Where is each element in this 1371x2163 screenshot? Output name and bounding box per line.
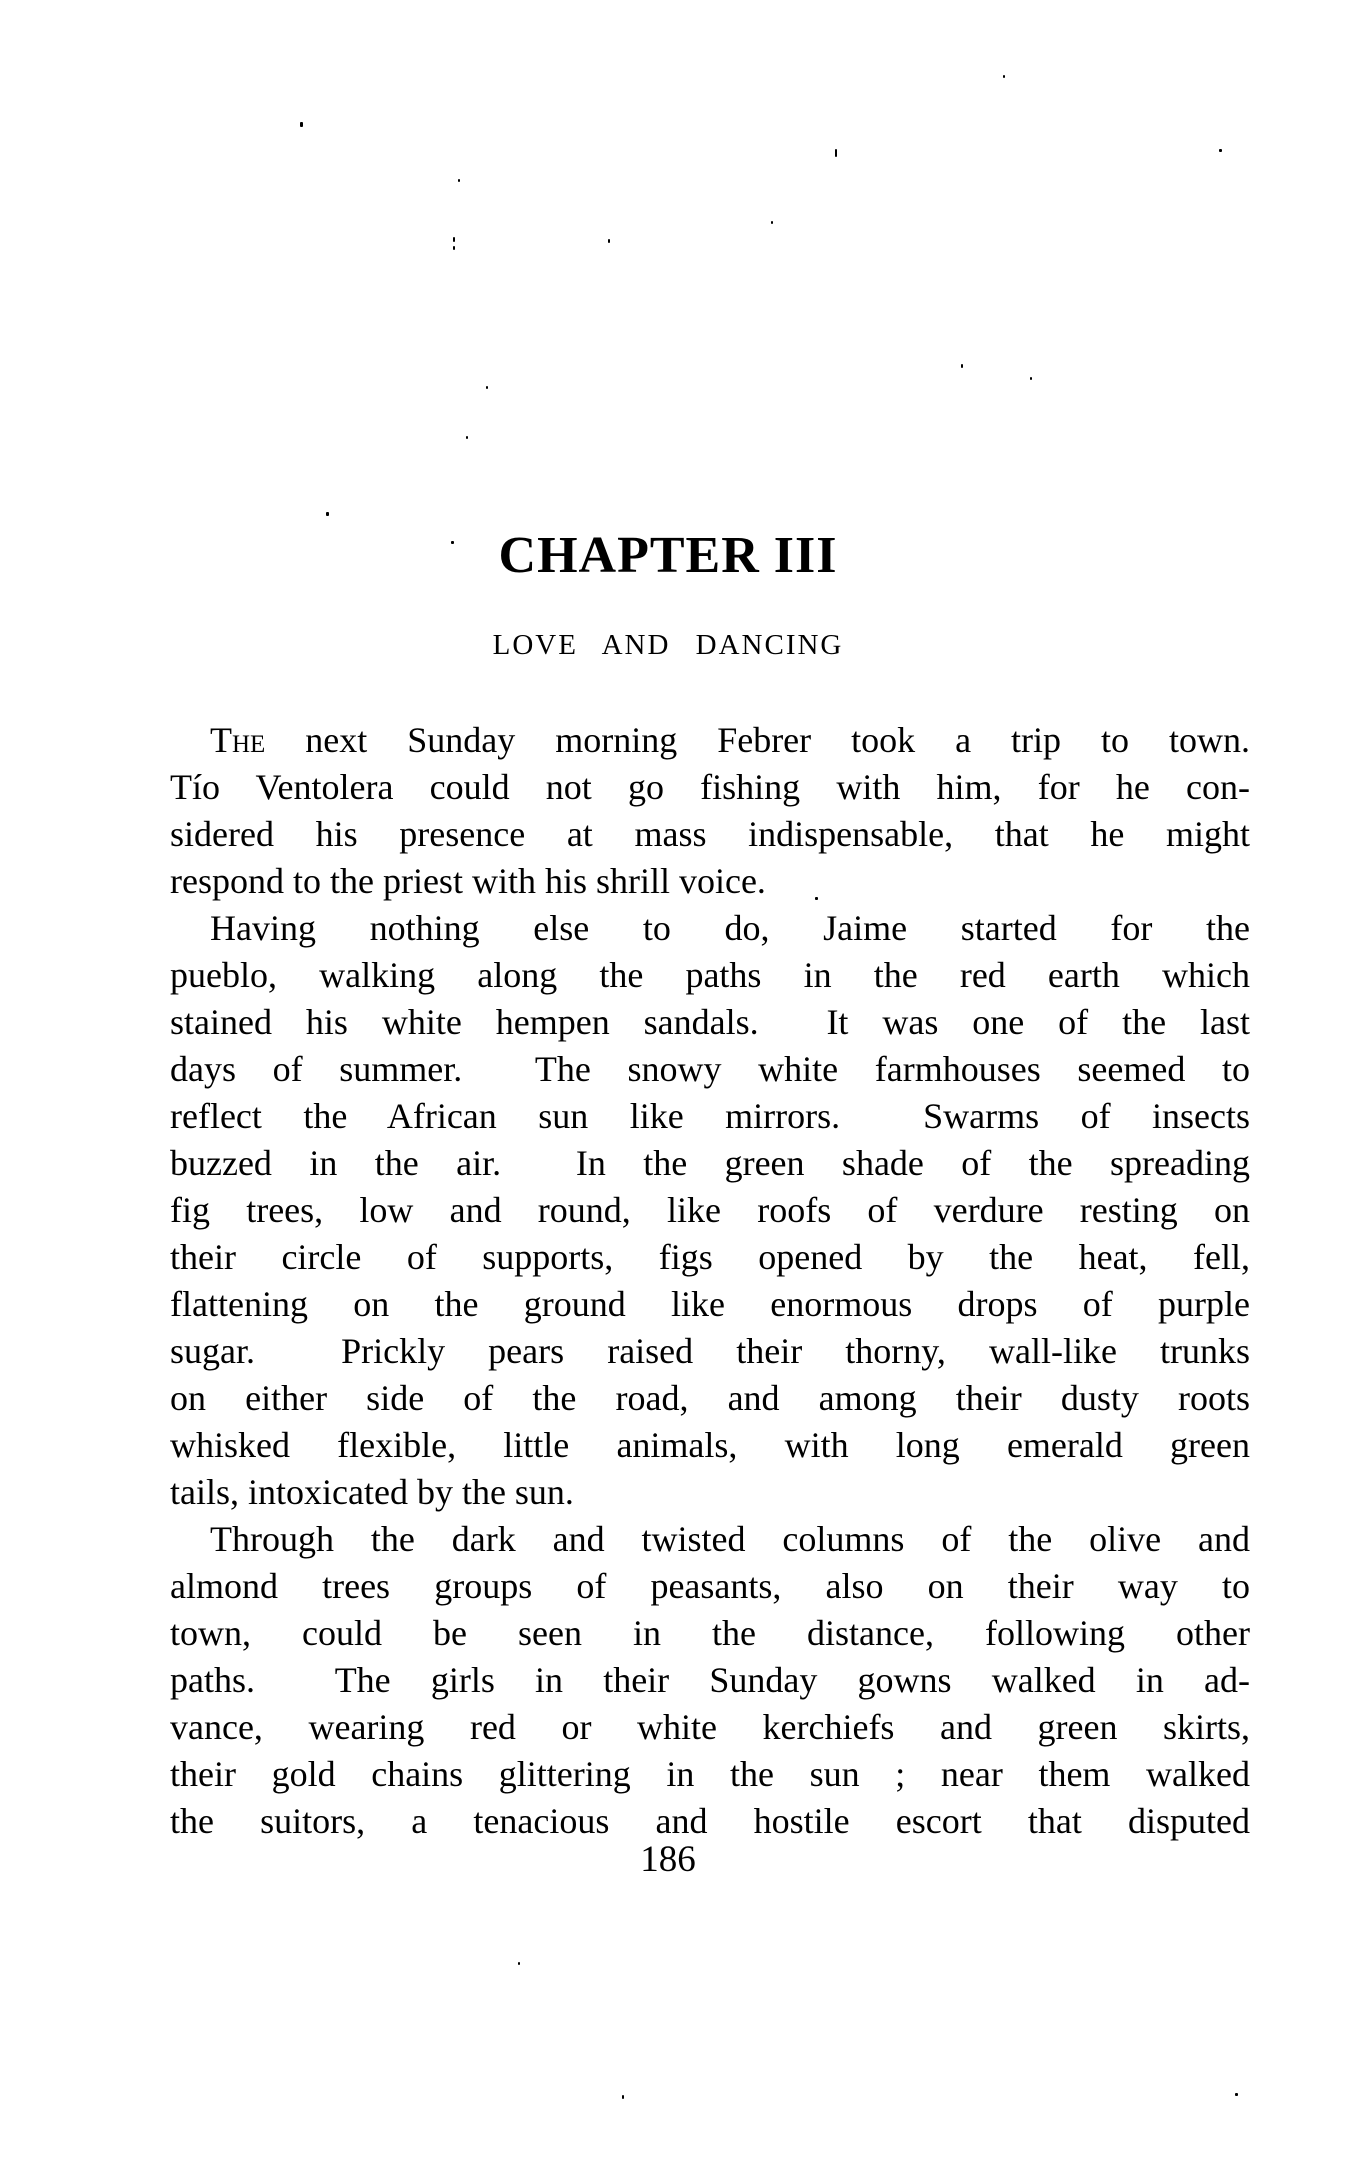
text-line: tails, intoxicated by the sun. bbox=[170, 1472, 574, 1512]
text-line: The next Sunday morning Febrer took a trip to town. bbox=[210, 720, 1250, 760]
scan-speck bbox=[458, 179, 460, 182]
text-line: Through the dark and twisted columns of the olive and bbox=[210, 1519, 1250, 1559]
text-line: almond trees groups of peasants, also on their way to bbox=[170, 1566, 1250, 1606]
text-line: Tío Ventolera could not go fishing with him, for he con- bbox=[170, 767, 1250, 807]
text-line: Having nothing else to do, Jaime started for the bbox=[210, 908, 1250, 948]
text-line: vance, wearing red or white kerchiefs and green skirts, bbox=[170, 1707, 1250, 1747]
scan-speck bbox=[518, 1962, 520, 1965]
scan-speck bbox=[622, 2095, 624, 2099]
paragraph bbox=[170, 717, 1250, 905]
scan-speck bbox=[466, 436, 468, 439]
scan-speck bbox=[771, 221, 773, 224]
text-line: buzzed in the air. In the green shade of the spreading bbox=[170, 1143, 1250, 1183]
scan-speck bbox=[453, 237, 455, 242]
scan-speck bbox=[300, 122, 303, 127]
scan-speck bbox=[1030, 377, 1032, 380]
text-line: flattening on the ground like enormous drops of purple bbox=[170, 1284, 1250, 1324]
text-line: respond to the priest with his shrill voice. bbox=[170, 861, 766, 901]
scan-speck bbox=[815, 897, 818, 900]
text-line: sidered his presence at mass indispensable, that he might bbox=[170, 814, 1250, 854]
scan-speck bbox=[326, 512, 329, 516]
scan-speck bbox=[1235, 2093, 1238, 2096]
scan-speck bbox=[1003, 75, 1005, 78]
page-number: 186 bbox=[640, 1839, 696, 1880]
body-text bbox=[170, 717, 1250, 1845]
section-subtitle: LOVE AND DANCING bbox=[492, 629, 844, 661]
text-line: sugar. Prickly pears raised their thorny, wall-like trunks bbox=[170, 1331, 1250, 1371]
text-line: their circle of supports, figs opened by the heat, fell, bbox=[170, 1237, 1250, 1277]
lead-word: The bbox=[210, 720, 266, 760]
scan-speck bbox=[486, 386, 488, 389]
scan-speck bbox=[961, 364, 963, 368]
text-line: the suitors, a tenacious and hostile escort that disputed bbox=[170, 1801, 1250, 1841]
text-line: fig trees, low and round, like roofs of verdure resting on bbox=[170, 1190, 1250, 1230]
text-line: reflect the African sun like mirrors. Swarms of insects bbox=[170, 1096, 1250, 1136]
chapter-heading: CHAPTER III bbox=[498, 527, 838, 584]
text-line: on either side of the road, and among their dusty roots bbox=[170, 1378, 1250, 1418]
text-line: days of summer. The snowy white farmhouses seemed to bbox=[170, 1049, 1250, 1089]
text-line: stained his white hempen sandals. It was one of the last bbox=[170, 1002, 1250, 1042]
scan-speck bbox=[451, 541, 454, 544]
text-line: pueblo, walking along the paths in the red earth which bbox=[170, 955, 1250, 995]
scan-speck bbox=[1219, 149, 1222, 152]
scan-speck bbox=[608, 239, 610, 243]
text-line: whisked flexible, little animals, with long emerald green bbox=[170, 1425, 1250, 1465]
text-line: paths. The girls in their Sunday gowns walked in ad- bbox=[170, 1660, 1250, 1700]
paragraph bbox=[170, 1516, 1250, 1845]
scan-speck bbox=[453, 246, 455, 250]
text-line: their gold chains glittering in the sun ; near them walked bbox=[170, 1754, 1250, 1794]
scan-speck bbox=[835, 149, 837, 157]
text-line: town, could be seen in the distance, following other bbox=[170, 1613, 1250, 1653]
paragraph bbox=[170, 905, 1250, 1516]
